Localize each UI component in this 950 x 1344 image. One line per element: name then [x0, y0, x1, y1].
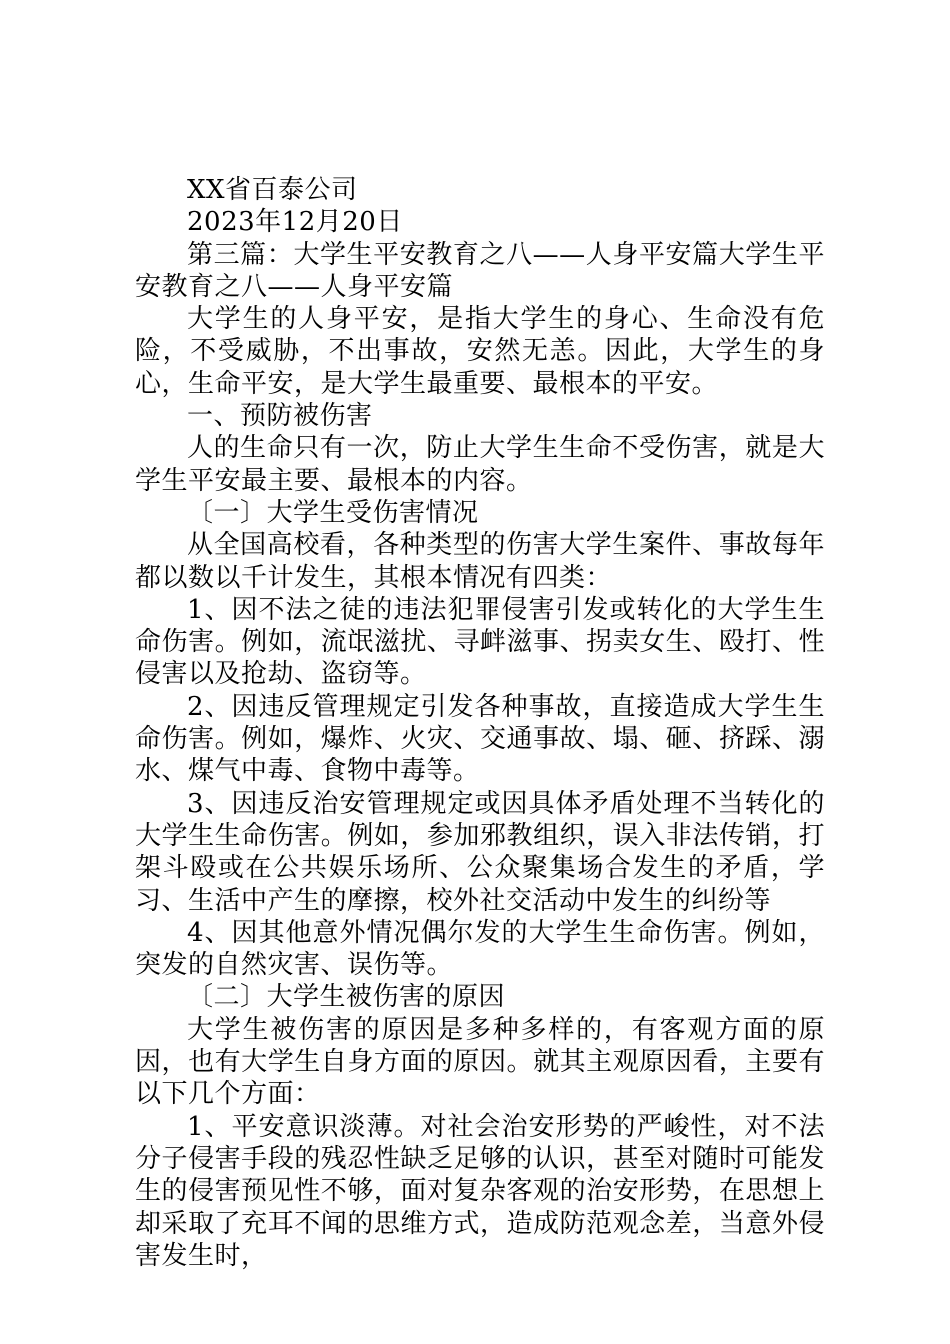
subsection-heading-injury-situation: 〔一〕大学生受伤害情况	[187, 497, 479, 528]
list-item-1-crime: 1、因不法之徒的违法犯罪侵害引发或转化的大学生生命伤害。例如，流氓滋扰、寻衅滋事、拐卖女生、殴打、性侵害以及抢劫、盗窃等。	[135, 594, 825, 690]
subsection-heading-injury-causes: 〔二〕大学生被伤害的原因	[187, 982, 506, 1013]
list-item-4-other: 4、因其他意外情况偶尔发的大学生生命伤害。例如，突发的自然灾害、误伤等。	[135, 917, 825, 981]
paragraph-causes-overview: 大学生被伤害的原因是多种多样的，有客观方面的原因，也有大学生自身方面的原因。就其主观原因看，主要有以下几个方面：	[135, 1014, 825, 1110]
paragraph-life-once: 人的生命只有一次，防止大学生生命不受伤害，就是大学生平安最主要、最根本的内容。	[135, 433, 825, 496]
company-name: XX省百泰公司	[187, 175, 358, 205]
list-item-2-accidents: 2、因违反管理规定引发各种事故，直接造成大学生生命伤害。例如，爆炸、火灾、交通事故、塌、砸、挤踩、溺水、煤气中毒、食物中毒等。	[135, 691, 825, 787]
chapter-title: 第三篇：大学生平安教育之八——人身平安篇大学生平安教育之八——人身平安篇	[135, 239, 825, 302]
paragraph-national-overview: 从全国高校看，各种类型的伤害大学生案件、事故每年都以数以千计发生，其根本情况有四类：	[135, 530, 825, 593]
document-body	[135, 174, 825, 1272]
list-item-3-public-order: 3、因违反治安管理规定或因具体矛盾处理不当转化的大学生生命伤害。例如，参加邪教组织，误入非法传销，打架斗殴或在公共娱乐场所、公众聚集场合发生的矛盾，学习、生活中产生的摩擦，校外社交活动中发生的纠纷等	[135, 788, 825, 916]
paragraph-intro: 大学生的人身平安，是指大学生的身心、生命没有危险，不受威胁，不出事故，安然无恙。因此，大学生的身心，生命平安，是大学生最重要、最根本的平安。	[135, 304, 825, 399]
list-item-1-weak-awareness: 1、平安意识淡薄。对社会治安形势的严峻性，对不法分子侵害手段的残忍性缺乏足够的认识，甚至对随时可能发生的侵害预见性不够，面对复杂客观的治安形势，在思想上却采取了充耳不闻的思维方式，造成防范观念差，当意外侵害发生时，	[135, 1111, 825, 1271]
section-heading-prevent-injury: 一、预防被伤害	[187, 401, 373, 432]
document-date: 2023年12月20日	[187, 207, 403, 238]
